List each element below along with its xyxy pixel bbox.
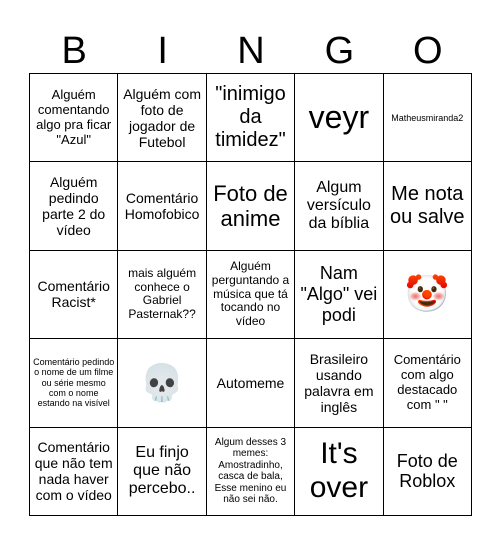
header-letter-b: B	[61, 30, 87, 72]
cell-text: Comentário com algo destacado com " "	[393, 352, 461, 412]
bingo-cell[interactable]	[118, 428, 206, 516]
cell-text: Comentário pedindo o nome de um filme ou série mesmo com o nome estando na visível	[33, 357, 115, 409]
cell-text: Comentário Racist*	[37, 278, 110, 311]
cell-text: Eu finjo que não percebo..	[128, 443, 196, 498]
bingo-cell[interactable]	[118, 251, 206, 339]
bingo-cell[interactable]	[384, 251, 472, 339]
bingo-cell[interactable]	[30, 251, 118, 339]
bingo-cell[interactable]	[295, 162, 383, 250]
header-letter-g: G	[324, 30, 355, 72]
bingo-cell[interactable]	[118, 162, 206, 250]
bingo-cell[interactable]	[207, 339, 295, 427]
bingo-cell[interactable]	[207, 428, 295, 516]
bingo-header	[30, 28, 472, 74]
bingo-cell[interactable]	[30, 74, 118, 162]
cell-text: Comentário que não tem nada haver com o vídeo	[34, 439, 113, 504]
header-letter-o: O	[413, 30, 443, 72]
bingo-cell[interactable]	[118, 74, 206, 162]
cell-text: Nam "Algo" vei podi	[300, 263, 378, 325]
clown-face-icon: 🤡	[404, 273, 450, 315]
cell-text: veyr	[308, 99, 370, 136]
bingo-cell[interactable]	[384, 339, 472, 427]
cell-text: It's over	[309, 436, 369, 505]
cell-text: Alguém com foto de jogador de Futebol	[123, 85, 201, 150]
bingo-cell[interactable]	[118, 339, 206, 427]
bingo-cell[interactable]	[207, 74, 295, 162]
cell-text: "inimigo da timidez"	[215, 83, 286, 152]
skull-icon: 💀	[139, 361, 185, 403]
bingo-cell[interactable]	[295, 251, 383, 339]
bingo-cell[interactable]	[384, 428, 472, 516]
bingo-cell[interactable]	[30, 339, 118, 427]
bingo-cell[interactable]	[30, 428, 118, 516]
cell-text: Alguém comentando algo pra ficar "Azul"	[36, 86, 112, 147]
bingo-cell[interactable]	[207, 251, 295, 339]
cell-text: Foto de anime	[213, 180, 288, 232]
cell-text: Comentário Homofobico	[124, 190, 200, 223]
bingo-cell[interactable]	[384, 162, 472, 250]
cell-text: Foto de Roblox	[396, 450, 458, 492]
bingo-cell[interactable]	[30, 162, 118, 250]
cell-text: Me nota ou salve	[390, 183, 465, 229]
cell-text: Matheusmiranda2	[391, 112, 464, 123]
bingo-cell[interactable]	[295, 428, 383, 516]
cell-text: Alguém pedindo parte 2 do vídeo	[42, 173, 106, 239]
cell-text: Alguém perguntando a música que tá tocando no vídeo	[211, 259, 290, 329]
bingo-cell[interactable]	[384, 74, 472, 162]
bingo-cell[interactable]	[295, 74, 383, 162]
cell-text: Algum versículo da bíblia	[306, 178, 371, 233]
cell-text: Automeme	[216, 374, 285, 391]
bingo-cell[interactable]	[295, 339, 383, 427]
header-letter-i: I	[157, 30, 168, 72]
bingo-cell[interactable]	[207, 162, 295, 250]
header-letter-n: N	[237, 30, 265, 72]
cell-text: mais alguém conhece o Gabriel Pasternak??	[128, 265, 197, 322]
cell-text: Brasileiro usando palavra em inglês	[304, 350, 374, 415]
bingo-card-grid	[29, 73, 472, 516]
cell-text: Algum desses 3 memes: Amostradinho, casca de bala, Esse menino eu não sei não.	[214, 436, 287, 506]
